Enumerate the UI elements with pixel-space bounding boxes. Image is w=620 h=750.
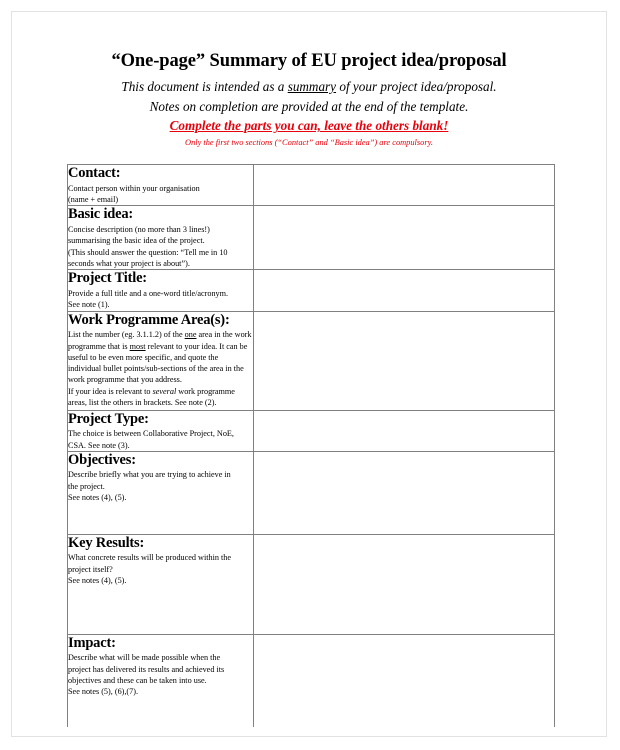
section-basic-idea-label — [68, 206, 254, 270]
section-title: Objectives: — [68, 451, 136, 468]
section-basic-idea-input[interactable] — [254, 206, 555, 270]
section-impact-input[interactable] — [254, 634, 555, 727]
section-work-programme-area-input[interactable] — [254, 311, 555, 410]
form-table-wrapper — [67, 164, 554, 727]
section-body-line: Describe what will be made possible when the — [68, 653, 221, 663]
section-title: Basic idea: — [68, 206, 134, 223]
section-body-line: Provide a full title and a one-word title/acronym. — [68, 288, 229, 298]
section-body-line: CSA. See note (3). — [68, 440, 130, 450]
section-body-line: (This should answer the question: “Tell me in 10 — [68, 247, 228, 257]
section-body-paragraph — [68, 329, 253, 386]
section-contact-label — [68, 165, 254, 206]
table-row — [68, 270, 555, 311]
table-row — [68, 634, 555, 727]
section-title: Work Programme Area(s): — [68, 311, 230, 328]
section-project-title-input[interactable] — [254, 270, 555, 311]
subtitle-line-2: Notes on completion are provided at the end of the template. — [149, 98, 469, 114]
section-title: Impact: — [68, 634, 116, 651]
document-header — [12, 12, 606, 149]
section-objectives-label — [68, 451, 254, 534]
wpa2-text-b: work programme areas, list the others in brackets. See note (2). — [68, 386, 235, 408]
section-body-note: See notes (5), (6),(7). — [68, 687, 139, 697]
wpa2-italic-several: several — [152, 386, 177, 396]
section-body-line: See note (1). — [68, 300, 110, 310]
wpa-text-c: relevant to your idea. It can be useful to be even more specific, and quote the individual bullet points/sub-sections of the area in the work programme that you address. — [68, 341, 248, 385]
section-body-line: See notes (4), (5). — [68, 576, 127, 586]
section-body-line: objectives and these can be taken into use. — [68, 676, 207, 686]
section-title: Key Results: — [68, 534, 145, 551]
wpa-underline-one: one — [184, 330, 197, 340]
page-title: “One-page” Summary of EU project idea/proposal — [111, 51, 507, 71]
section-title: Project Title: — [68, 270, 147, 287]
section-body-line: seconds what your project is about”). — [68, 258, 190, 268]
table-row — [68, 410, 555, 451]
section-body-line: Contact person within your organisation — [68, 183, 200, 193]
section-body-line: Concise description (no more than 3 lines!) — [68, 224, 210, 234]
section-body-line: the project. — [68, 481, 105, 491]
section-key-results-input[interactable] — [254, 534, 555, 634]
section-body-line: (name + email) — [68, 194, 119, 204]
warning-subline: Only the first two sections (“Contact” and “Basic idea”) are compulsory. — [185, 137, 433, 147]
subtitle-line-1 — [12, 73, 606, 96]
table-row — [68, 165, 555, 206]
section-impact-label — [68, 634, 254, 727]
wpa-text-b: area in the work programme that is — [68, 330, 252, 351]
section-work-programme-area-label — [68, 311, 254, 410]
table-row — [68, 534, 555, 634]
section-objectives-input[interactable] — [254, 451, 555, 534]
section-body-paragraph — [68, 386, 253, 409]
warning-line: Complete the parts you can, leave the others blank! — [169, 118, 449, 134]
section-key-results-label — [68, 534, 254, 634]
proposal-form-table — [67, 164, 555, 727]
subtitle-1-post: of your project idea/proposal. — [336, 79, 497, 95]
section-body-line: Describe briefly what you are trying to achieve in — [68, 470, 231, 480]
section-body-line: The choice is between Collaborative Project, NoE, — [68, 429, 234, 439]
section-body-line: What concrete results will be produced within the — [68, 553, 232, 563]
section-body-line: See notes (4), (5). — [68, 493, 127, 503]
section-title: Project Type: — [68, 410, 149, 427]
wpa2-text-a: If your idea is relevant to — [68, 386, 153, 396]
wpa-underline-most: most — [129, 341, 146, 351]
table-row — [68, 451, 555, 534]
table-row — [68, 311, 555, 410]
section-body-line: project itself? — [68, 564, 113, 574]
table-row — [68, 206, 555, 270]
wpa-text-a: List the number (eg. 3.1.1.2) of the — [68, 330, 185, 340]
document-page — [11, 11, 607, 737]
section-project-type-input[interactable] — [254, 410, 555, 451]
section-contact-input[interactable] — [254, 165, 555, 206]
section-project-type-label — [68, 410, 254, 451]
section-project-title-label — [68, 270, 254, 311]
subtitle-1-underlined: summary — [287, 79, 337, 95]
section-body-line: summarising the basic idea of the project. — [68, 236, 205, 246]
section-body-line: project has delivered its results and achieved its — [68, 664, 225, 674]
subtitle-1-pre: This document is intended as a — [121, 79, 288, 95]
section-title: Contact: — [68, 165, 121, 181]
